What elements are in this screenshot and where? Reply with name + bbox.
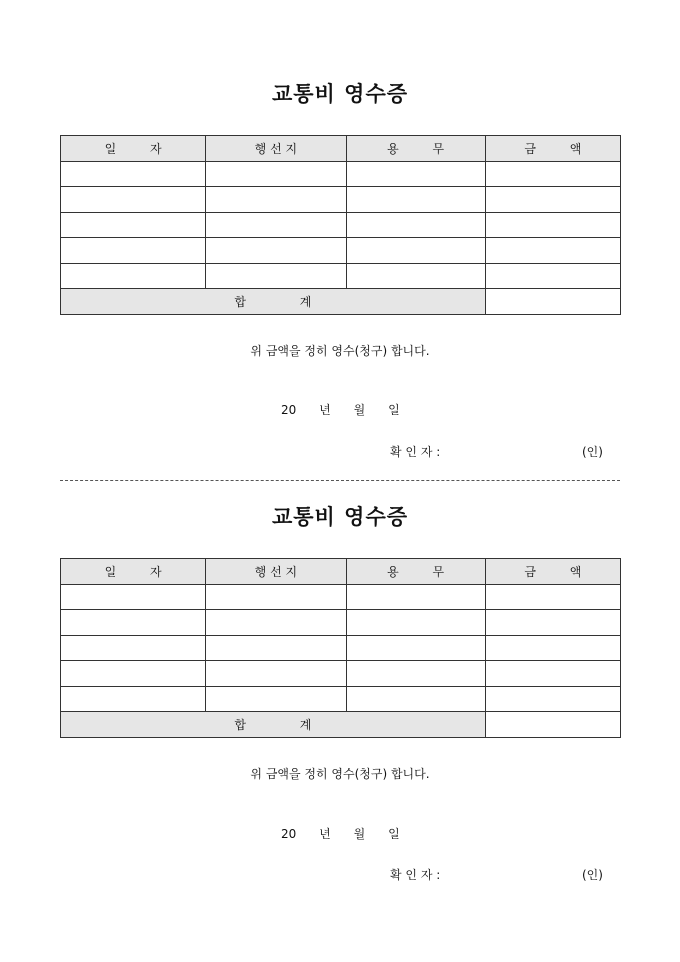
header-purpose: 용 무 — [346, 136, 485, 162]
cell-amount[interactable] — [485, 610, 620, 636]
expense-table — [60, 135, 621, 315]
cell-amount[interactable] — [485, 187, 620, 213]
cell-date[interactable] — [61, 635, 206, 661]
confirmer-label: 확 인 자 : — [390, 445, 441, 459]
cell-amount[interactable] — [485, 212, 620, 238]
cell-amount[interactable] — [485, 686, 620, 712]
cut-line-divider — [60, 480, 620, 481]
table-row — [61, 686, 621, 712]
table-row — [61, 661, 621, 687]
date-line — [281, 401, 400, 418]
receipt-title: 교통비 영수증 — [271, 81, 409, 106]
table-row — [61, 187, 621, 213]
cell-date[interactable] — [61, 584, 206, 610]
date-line — [281, 825, 400, 842]
cell-purpose[interactable] — [346, 263, 485, 289]
receipt-title: 교통비 영수증 — [271, 504, 409, 529]
cell-amount[interactable] — [485, 263, 620, 289]
month-label: 월 — [353, 403, 366, 417]
cell-date[interactable] — [61, 187, 206, 213]
cell-purpose[interactable] — [346, 686, 485, 712]
cell-purpose[interactable] — [346, 187, 485, 213]
year-label: 년 — [319, 403, 331, 417]
table-header-row — [61, 559, 621, 585]
table-row — [61, 161, 621, 187]
cell-amount[interactable] — [485, 635, 620, 661]
header-date: 일 자 — [61, 559, 206, 585]
cell-destination[interactable] — [206, 161, 346, 187]
month-label: 월 — [353, 827, 366, 841]
cell-amount[interactable] — [485, 238, 620, 264]
cell-date[interactable] — [61, 610, 206, 636]
cell-date[interactable] — [61, 686, 206, 712]
table-row — [61, 584, 621, 610]
receipt-statement: 위 금액을 정히 영수(청구) 합니다. — [250, 344, 430, 358]
header-amount: 금 액 — [485, 136, 620, 162]
cell-purpose[interactable] — [346, 661, 485, 687]
table-row — [61, 610, 621, 636]
table-row — [61, 212, 621, 238]
cell-date[interactable] — [61, 263, 206, 289]
cell-date[interactable] — [61, 212, 206, 238]
cell-destination[interactable] — [206, 238, 346, 264]
cell-purpose[interactable] — [346, 610, 485, 636]
header-destination: 행 선 지 — [206, 559, 346, 585]
total-label: 합 계 — [61, 712, 486, 738]
total-label: 합 계 — [61, 289, 486, 315]
year-prefix: 20 — [281, 827, 297, 841]
cell-purpose[interactable] — [346, 238, 485, 264]
cell-purpose[interactable] — [346, 635, 485, 661]
cell-destination[interactable] — [206, 187, 346, 213]
day-label: 일 — [388, 403, 400, 417]
cell-destination[interactable] — [206, 686, 346, 712]
total-row — [61, 712, 621, 738]
cell-destination[interactable] — [206, 661, 346, 687]
header-destination: 행 선 지 — [206, 136, 346, 162]
total-amount-cell[interactable] — [485, 712, 620, 738]
table-header-row — [61, 136, 621, 162]
cell-amount[interactable] — [485, 161, 620, 187]
cell-date[interactable] — [61, 238, 206, 264]
confirmer-label: 확 인 자 : — [390, 868, 441, 882]
cell-destination[interactable] — [206, 584, 346, 610]
cell-purpose[interactable] — [346, 584, 485, 610]
table-row — [61, 263, 621, 289]
expense-table — [60, 558, 621, 738]
table-row — [61, 238, 621, 264]
header-amount: 금 액 — [485, 559, 620, 585]
year-label: 년 — [319, 827, 331, 841]
cell-purpose[interactable] — [346, 212, 485, 238]
total-row — [61, 289, 621, 315]
cell-destination[interactable] — [206, 635, 346, 661]
cell-amount[interactable] — [485, 584, 620, 610]
cell-purpose[interactable] — [346, 161, 485, 187]
table-row — [61, 635, 621, 661]
cell-destination[interactable] — [206, 610, 346, 636]
cell-destination[interactable] — [206, 263, 346, 289]
receipt-statement: 위 금액을 정히 영수(청구) 합니다. — [250, 767, 430, 781]
header-date: 일 자 — [61, 136, 206, 162]
cell-destination[interactable] — [206, 212, 346, 238]
total-amount-cell[interactable] — [485, 289, 620, 315]
year-prefix: 20 — [281, 403, 297, 417]
cell-date[interactable] — [61, 661, 206, 687]
seal-mark: (인) — [582, 445, 603, 459]
cell-amount[interactable] — [485, 661, 620, 687]
day-label: 일 — [388, 827, 400, 841]
cell-date[interactable] — [61, 161, 206, 187]
header-purpose: 용 무 — [346, 559, 485, 585]
seal-mark: (인) — [582, 868, 603, 882]
